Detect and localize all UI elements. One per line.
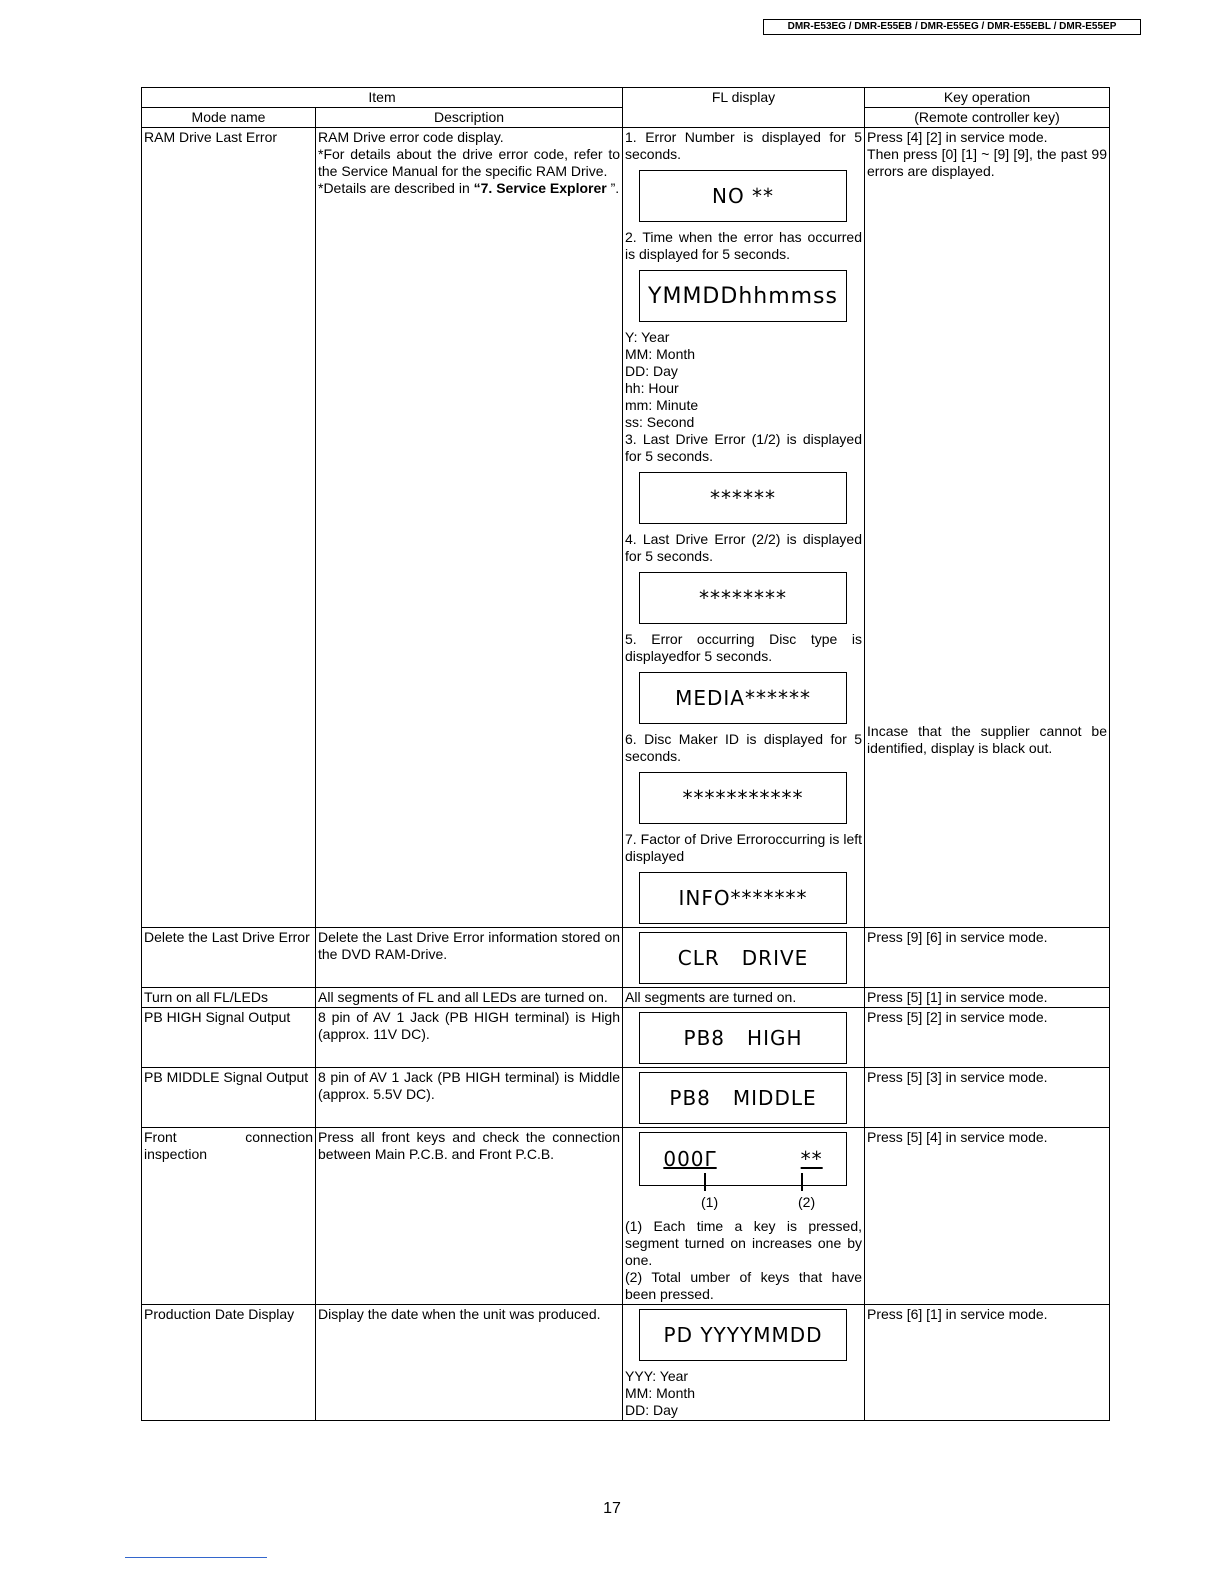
fl-lcd-box: INFO******* <box>639 872 847 924</box>
fl-step: 2. Time when the error has occurred is displayed for 5 seconds. <box>625 229 863 262</box>
description-note: *For details about the drive error code, refer to the Service Manual for the specific RAM Drive. <box>318 146 621 179</box>
fl-lcd-box: PD YYYYMMDD <box>639 1309 847 1361</box>
fl-display-cell <box>623 128 865 928</box>
service-explorer-reference: “7. Service Explorer <box>473 180 607 196</box>
model-header: DMR-E53EG / DMR-E55EB / DMR-E55EG / DMR-E55EBL / DMR-E55EP <box>763 19 1141 35</box>
key-operation-cell: Press [9] [6] in service mode. <box>865 928 1110 988</box>
fl-display-cell <box>623 1305 865 1421</box>
mode-name-cell: RAM Drive Last Error <box>142 128 316 928</box>
header-fl-display: FL display <box>623 88 865 128</box>
fl-display-cell <box>623 1008 865 1068</box>
table-row <box>142 1068 1110 1128</box>
key-note: Incase that the supplier cannot be identified, display is black out. <box>867 723 1108 756</box>
key-operation-cell: Press [5] [3] in service mode. <box>865 1068 1110 1128</box>
mode-name-cell: PB MIDDLE Signal Output <box>142 1068 316 1128</box>
segment-counter: 000Γ <box>663 1146 717 1171</box>
fl-lcd-box: PB8 MIDDLE <box>639 1072 847 1124</box>
description-cell: Delete the Last Drive Error information stored on the DVD RAM-Drive. <box>316 928 623 988</box>
fl-lcd-box: NO ** <box>639 170 847 222</box>
key-operation-cell: Press [5] [1] in service mode. <box>865 988 1110 1008</box>
key-operation-cell: Press [5] [2] in service mode. <box>865 1008 1110 1068</box>
header-item: Item <box>142 88 623 108</box>
fl-lcd-box <box>639 1132 847 1186</box>
fl-step: 4. Last Drive Error (2/2) is displayed for 5 seconds. <box>625 531 863 564</box>
description-cell: 8 pin of AV 1 Jack (PB HIGH terminal) is High (approx. 11V DC). <box>316 1008 623 1068</box>
mode-name-cell: Delete the Last Drive Error <box>142 928 316 988</box>
table-row <box>142 928 1110 988</box>
mode-name-cell: Production Date Display <box>142 1305 316 1421</box>
label-2: (2) <box>798 1194 816 1210</box>
header-remote-key: (Remote controller key) <box>865 108 1110 128</box>
description-cell: Press all front keys and check the connection between Main P.C.B. and Front P.C.B. <box>316 1128 623 1305</box>
fl-lcd-box: *********** <box>639 772 847 824</box>
fl-lcd-box: ****** <box>639 472 847 524</box>
fl-lcd-box: YMMDDhhmmss <box>639 270 847 322</box>
fl-legend: Y: Year MM: Month DD: Day hh: Hour mm: Minute ss: Second <box>625 329 699 430</box>
footer-rule <box>125 1557 267 1558</box>
key-total: ** <box>800 1146 823 1171</box>
fl-step: 3. Last Drive Error (1/2) is displayed for 5 seconds. <box>625 431 863 464</box>
fl-lcd-box: ******** <box>639 572 847 624</box>
description-line: RAM Drive error code display. <box>318 129 504 145</box>
label-1: (1) <box>701 1194 719 1210</box>
fl-step: 1. Error Number is displayed for 5 seconds. <box>625 129 863 162</box>
key-instruction: Then press [0] [1] ~ [9] [9], the past 99 errors are displayed. <box>867 146 1108 179</box>
fl-display-cell <box>623 1128 865 1305</box>
key-instruction: Press [4] [2] in service mode. <box>867 129 1048 145</box>
table-header-row <box>142 88 1110 108</box>
mode-name-cell: Turn on all FL/LEDs <box>142 988 316 1008</box>
description-cell: 8 pin of AV 1 Jack (PB HIGH terminal) is Middle (approx. 5.5V DC). <box>316 1068 623 1128</box>
fl-step: 5. Error occurring Disc type is displayedfor 5 seconds. <box>625 631 863 664</box>
description-reference: *Details are described in “7. Service Explorer ”. <box>318 180 620 196</box>
fl-note: (1) Each time a key is pressed, segment turned on increases one by one. <box>625 1218 863 1268</box>
header-key-operation: Key operation <box>865 88 1110 108</box>
header-mode-name: Mode name <box>142 108 316 128</box>
description-cell: Display the date when the unit was produced. <box>316 1305 623 1421</box>
fl-lcd-box: CLR DRIVE <box>639 932 847 984</box>
fl-display-cell: All segments are turned on. <box>623 988 865 1008</box>
page-number: 17 <box>603 1500 621 1517</box>
fl-legend: YYY: Year MM: Month DD: Day <box>625 1368 696 1418</box>
fl-lcd-box: PB8 HIGH <box>639 1012 847 1064</box>
table-row <box>142 988 1110 1008</box>
service-mode-table <box>141 87 1110 1421</box>
mode-name-cell: Front connection inspection <box>142 1128 316 1305</box>
fl-lcd-box: MEDIA****** <box>639 672 847 724</box>
key-operation-cell <box>865 128 1110 928</box>
fl-step: 7. Factor of Drive Erroroccurring is left displayed <box>625 831 863 864</box>
header-description: Description <box>316 108 623 128</box>
mode-name-cell: PB HIGH Signal Output <box>142 1008 316 1068</box>
annotation-labels <box>639 1186 847 1212</box>
description-cell <box>316 128 623 928</box>
table-row <box>142 1008 1110 1068</box>
fl-display-cell <box>623 1068 865 1128</box>
table-row <box>142 1128 1110 1305</box>
fl-step: 6. Disc Maker ID is displayed for 5 seconds. <box>625 731 863 764</box>
fl-note: (2) Total umber of keys that have been pressed. <box>625 1269 863 1302</box>
key-operation-cell: Press [6] [1] in service mode. <box>865 1305 1110 1421</box>
table-row <box>142 128 1110 928</box>
fl-display-cell <box>623 928 865 988</box>
table-row <box>142 1305 1110 1421</box>
key-operation-cell: Press [5] [4] in service mode. <box>865 1128 1110 1305</box>
description-cell: All segments of FL and all LEDs are turned on. <box>316 988 623 1008</box>
